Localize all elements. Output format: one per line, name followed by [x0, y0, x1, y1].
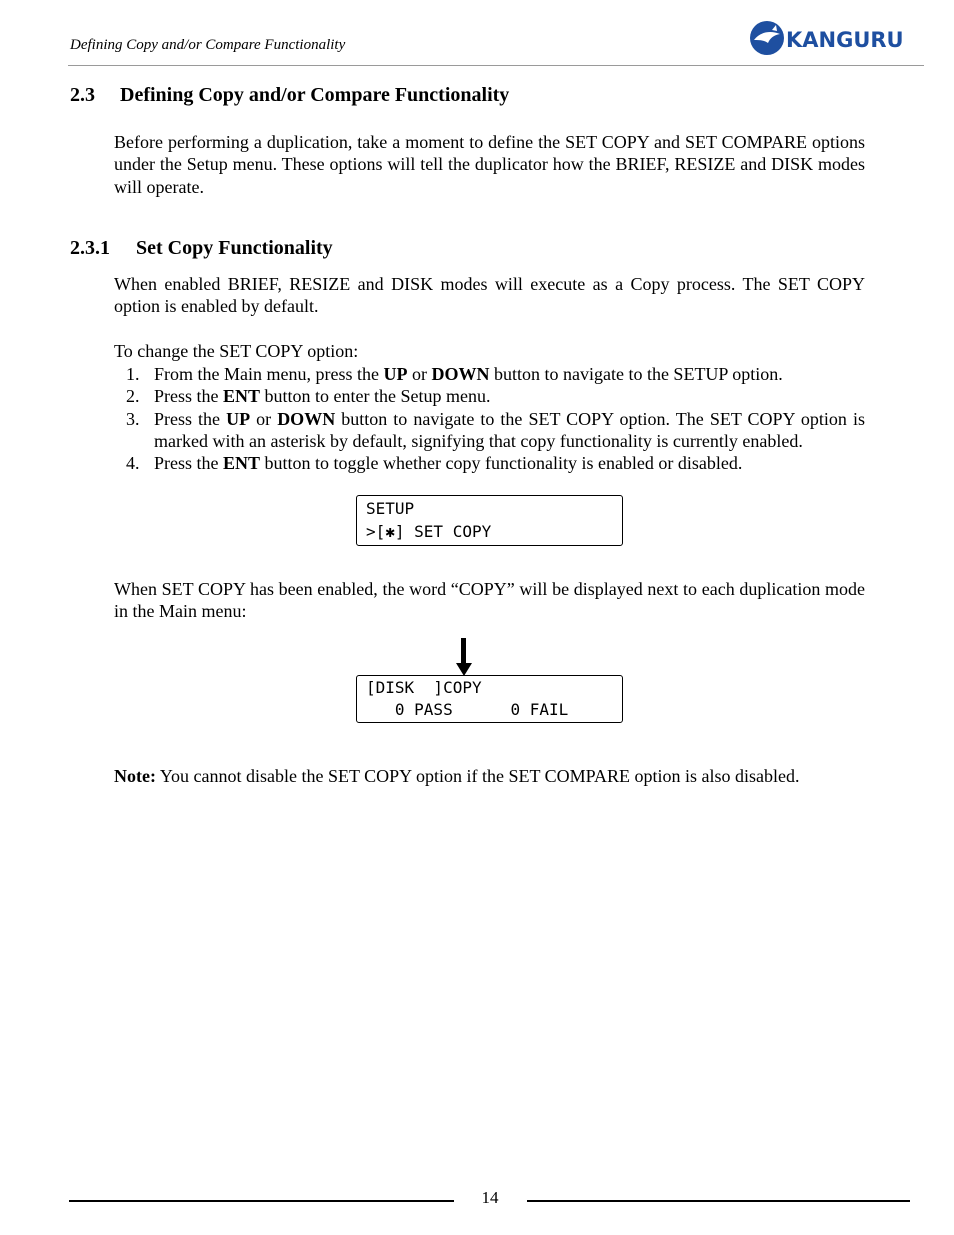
section-title: Defining Copy and/or Compare Functionality — [120, 84, 510, 106]
note-label: Note: — [114, 766, 156, 786]
lcd-line: >[✱] SET COPY — [366, 522, 492, 541]
lcd-main-display — [356, 675, 623, 723]
steps-list — [114, 363, 865, 474]
note — [114, 765, 865, 787]
lcd-line: 0 PASS 0 FAIL — [366, 700, 569, 719]
down-arrow-icon — [454, 638, 474, 678]
note-text: You cannot disable the SET COPY option if the SET COMPARE option is also disabled. — [155, 766, 800, 786]
header-rule — [68, 65, 924, 66]
section-heading — [70, 84, 509, 107]
lcd-setup-display — [356, 495, 623, 546]
subsection-title: Set Copy Functionality — [136, 237, 333, 259]
section-number: 2.3 — [70, 84, 95, 106]
logo-wordmark: KANGURU — [786, 28, 904, 52]
after-text: When SET COPY has been enabled, the word “COPY” will be displayed next to each duplication mode in the Main menu: — [114, 579, 865, 622]
subsection-heading — [70, 237, 333, 260]
lcd-line: SETUP — [366, 499, 415, 518]
list-item: 1. From the Main menu, press the UP or DOWN button to navigate to the SETUP option. — [126, 364, 783, 384]
lcd-line: [DISK ]COPY — [366, 678, 482, 697]
subsection-description: When enabled BRIEF, RESIZE and DISK modes will execute as a Copy process. The SET COPY option is enabled by default. — [114, 274, 865, 317]
list-item: 4. Press the ENT button to toggle whether copy functionality is enabled or disabled. — [126, 453, 743, 474]
running-header-title: Defining Copy and/or Compare Functionality — [70, 37, 346, 53]
section-intro: Before performing a duplication, take a moment to define the SET COPY and SET COMPARE options under the Setup menu. These options will tell the duplicator how the BRIEF, RESIZE and DISK modes will operate. — [114, 132, 865, 197]
list-item: 2. Press the ENT button to enter the Setup menu. — [126, 386, 491, 407]
footer-rule-right — [527, 1200, 910, 1202]
page-number: 14 — [481, 1188, 499, 1207]
subsection-number: 2.3.1 — [70, 237, 110, 259]
steps-intro: To change the SET COPY option: — [114, 341, 359, 361]
footer-rule-left — [69, 1200, 454, 1202]
kanguru-logo — [748, 18, 914, 58]
list-item: 3. Press the UP or DOWN button to navigate to the SET COPY option. The SET COPY option is marked with an asterisk by default, signifying that copy functionality is currently enabled. — [126, 408, 865, 451]
